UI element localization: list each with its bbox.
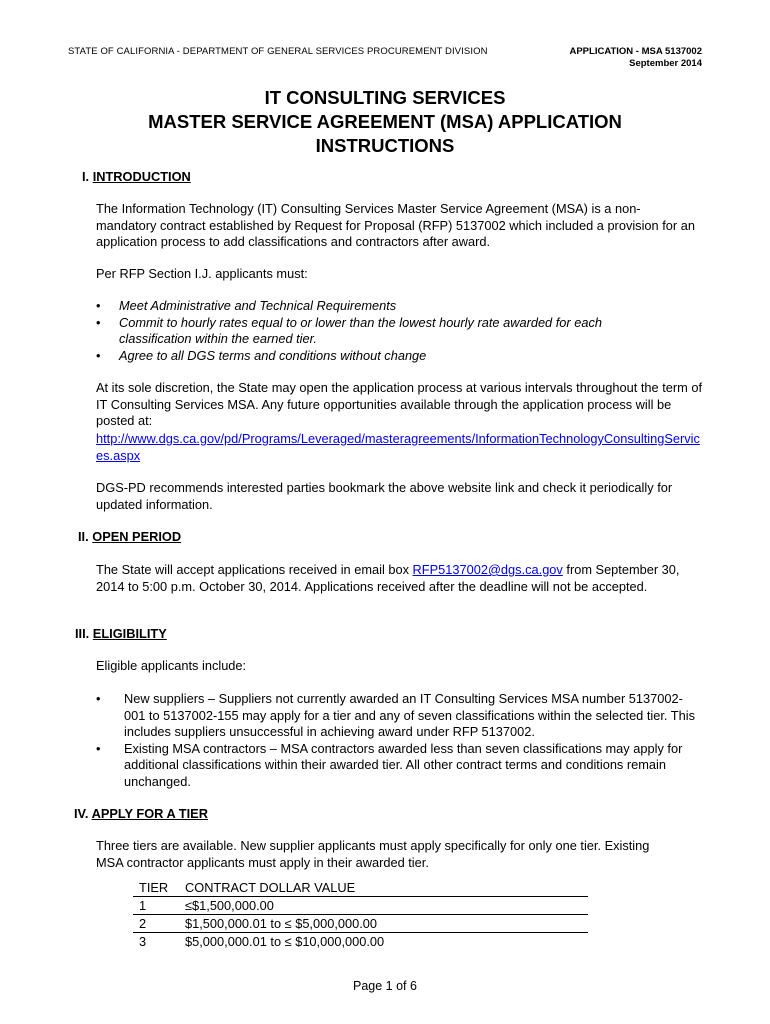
msa-website-link[interactable]: http://www.dgs.ca.gov/pd/Programs/Leveraged/masteragreements/InformationTechnologyConsultingServices.aspx [96,431,700,463]
eligibility-list [96,691,696,790]
page-number: Page 1 of 6 [353,979,417,993]
section-heading-introduction: I. INTRODUCTION [82,169,191,184]
email-link[interactable]: RFP5137002@dgs.ca.gov [412,562,563,577]
header-date: September 2014 [629,58,702,69]
list-item: • New suppliers – Suppliers not currently awarded an IT Consulting Services MSA number 5137002-001 to 5137002-155 may apply for a tier and any of seven classifications within the selected tier. This includes suppliers unsuccessful in achieving award under RFP 5137002. [96,691,695,739]
header-application-number: APPLICATION - MSA 5137002 [569,46,702,57]
table-header: CONTRACT DOLLAR VALUE [185,880,356,895]
intro-paragraph-2: Per RFP Section I.J. applicants must: [96,266,308,281]
table-header: TIER [139,880,169,895]
tier-paragraph: Three tiers are available. New supplier applicants must apply specifically for only one tier. Existing MSA contractor applicants must apply in their awarded tier. [96,838,650,870]
table-row: 2 $1,500,000.01 to ≤ $5,000,000.00 [133,915,588,933]
table-header-row [133,879,588,897]
title-line-1: IT CONSULTING SERVICES [264,87,506,108]
table-row: 1 ≤$1,500,000.00 [133,897,588,915]
eligibility-paragraph: Eligible applicants include: [96,658,247,673]
intro-paragraph-1: The Information Technology (IT) Consulting Services Master Service Agreement (MSA) is a non-mandatory contract established by Request for Proposal (RFP) 5137002 which included a provision for an application process to add classifications and contractors after award. [96,201,695,249]
list-item: • Existing MSA contractors – MSA contractors awarded less than seven classifications may apply for additional classifications within their awarded tier. All other contract terms and conditions remain unchanged. [96,740,683,789]
list-item: • Agree to all DGS terms and conditions without change [96,347,427,363]
section-heading-apply-for-tier: IV. APPLY FOR A TIER [74,806,208,821]
section-heading-eligibility: III. ELIGIBILITY [75,626,167,641]
list-item: • Meet Administrative and Technical Requirements [96,298,397,313]
table-row: 3 $5,000,000.01 to ≤ $10,000,000.00 [133,933,588,951]
intro-paragraph-3: At its sole discretion, the State may open the application process at various intervals throughout the term of IT Consulting Services MSA. Any future opportunities available through the application process will be posted at: [96,380,703,428]
intro-paragraph-4: DGS-PD recommends interested parties bookmark the above website link and check it periodically for updated information. [96,480,673,512]
header-doc-id [569,46,702,70]
page-title [0,86,770,158]
open-period-paragraph: The State will accept applications received in email box RFP5137002@dgs.ca.gov from September 30, 2014 to 5:00 p.m. October 30, 2014. Applications received after the deadline will not be accepted. [96,562,680,594]
title-line-3: INSTRUCTIONS [315,135,455,156]
list-item: • Commit to hourly rates equal to or lower than the lowest hourly rate awarded for each classification within the earned tier. [96,314,602,346]
tier-table [133,879,588,950]
section-heading-open-period: II. OPEN PERIOD [78,529,182,544]
intro-requirements-list [96,298,656,364]
header-agency: STATE OF CALIFORNIA - DEPARTMENT OF GENERAL SERVICES PROCUREMENT DIVISION [68,46,488,57]
title-line-2: MASTER SERVICE AGREEMENT (MSA) APPLICATION [148,111,622,132]
